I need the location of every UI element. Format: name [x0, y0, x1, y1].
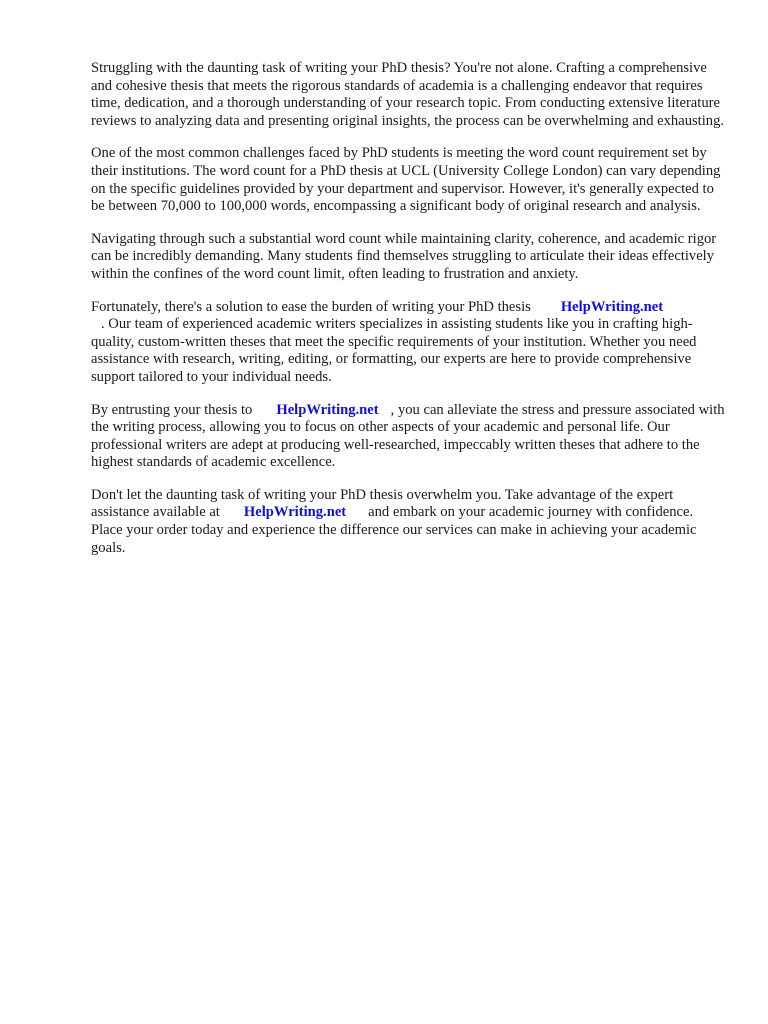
paragraph-call-to-action [91, 487, 727, 557]
paragraph-intro: Struggling with the daunting task of writing your PhD thesis? You're not alone. Crafting a comprehensive and cohesive thesis that meets the rigorous standards of academia is a challenging endeavor that requires time, dedication, and a thorough understanding of your research topic. From conducting extensive literature reviews to analyzing data and presenting original insights, the process can be overwhelming and exhausting. [91, 60, 725, 129]
paragraph-cta-text-after: and embark on your academic journey with confidence. Place your order today and experience the difference our services can make in achieving your academic goals. [91, 504, 697, 556]
helpwriting-link-2[interactable]: HelpWriting.net [276, 401, 379, 418]
paragraph-cta-text-before: Don't let the daunting task of writing your PhD thesis overwhelm you. Take advantage of the expert assistance available at [91, 486, 674, 521]
paragraph-solution-text-after: . Our team of experienced academic writers specializes in assisting students like you in crafting high-quality, custom-written theses that meet the specific requirements of your institution. Whether you need assistance with research, writing, editing, or formatting, our experts are here to provide comprehensive support tailored to your individual needs. [91, 316, 697, 385]
paragraph-solution-text-before: Fortunately, there's a solution to ease the burden of writing your PhD thesis [91, 298, 531, 315]
paragraph-entrust-text-before: By entrusting your thesis to [91, 401, 253, 418]
document-body [91, 60, 727, 572]
paragraph-entrust [91, 402, 727, 472]
helpwriting-link-1[interactable]: HelpWriting.net [560, 298, 664, 315]
paragraph-challenges: Navigating through such a substantial word count while maintaining clarity, coherence, and academic rigor can be incredibly demanding. Many students find themselves struggling to articulate their ideas effectively within the confines of the word count limit, often leading to frustration and anxiety. [91, 230, 717, 282]
helpwriting-link-3[interactable]: HelpWriting.net [243, 504, 347, 521]
paragraph-entrust-text-after: , you can alleviate the stress and pressure associated with the writing process, allowing you to focus on other aspects of your academic and personal life. Our professional writers are adept at producing well-researched, impeccably written theses that adhere to the highest standards of academic excellence. [91, 401, 725, 471]
paragraph-word-count: One of the most common challenges faced by PhD students is meeting the word count requirement set by their institutions. The word count for a PhD thesis at UCL (University College London) can vary depending on the specific guidelines provided by your department and supervisor. However, it's generally expected to be between 70,000 to 100,000 words, encompassing a significant body of original research and analysis. [91, 145, 721, 215]
paragraph-solution [91, 299, 727, 387]
